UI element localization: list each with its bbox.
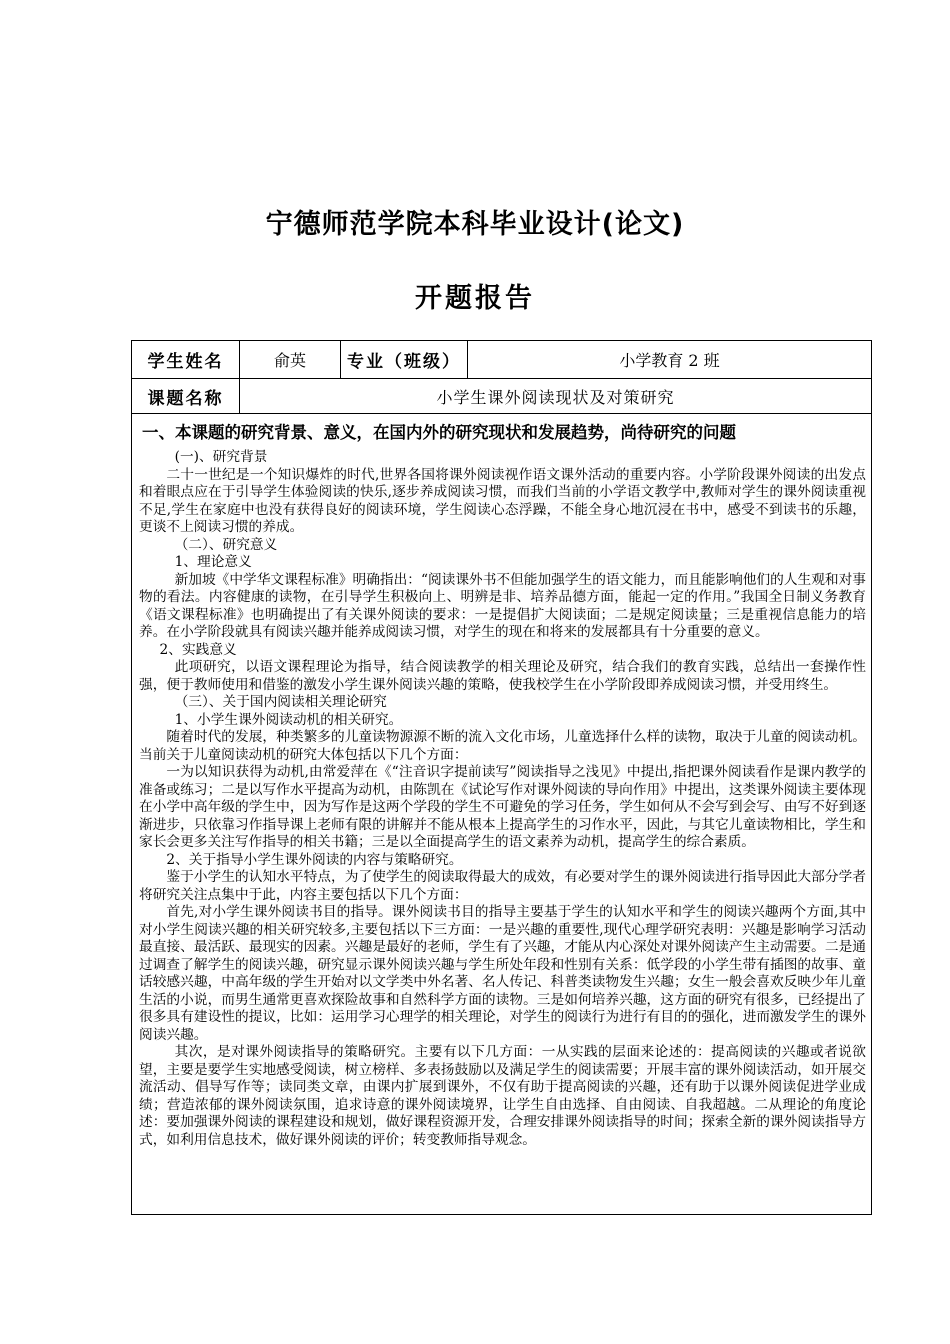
body-paragraph: 新加坡《中学华文课程标准》明确指出：“阅读课外书不但能加强学生的语文能力，而且能影响他们的人生观和对事物的看法。内容健康的读物，在引导学生积极向上、明辨是非、培养品德方面，能起一定的作用。”我国全日制义务教育《语文课程标准》也明确提出了有关课外阅读的要求：一是提倡扩大阅读面；二是规定阅读量；三是重视信息能力的培养。在小学阶段就具有阅读兴趣并能养成阅读习惯，对学生的现在和将来的发展都具有十分重要的意义。	[139, 571, 866, 640]
section-heading: 一、本课题的研究背景、意义，在国内外的研究现状和发展趋势，尚待研究的问题	[142, 423, 736, 442]
body-paragraph: 首先,对小学生课外阅读书目的指导。课外阅读书目的指导主要基于学生的认知水平和学生的阅读兴趣两个方面,其中对小学生阅读兴趣的相关研究较多,主要包括以下三方面：一是兴趣的重要性,现代心理学研究表明：兴趣是影响学习活动最直接、最活跃、最现实的因素。兴趣是最好的老师，学生有了兴趣，才能从内心深处对课外阅读产生主动需要。二是通过调查了解学生的阅读兴趣，研究显示课外阅读兴趣与学生所处年段和性别有关系：低学段的小学生带有插图的故事、童话较感兴趣，中高年级的学生开始对以文学类中外名著、名人传记、科普类读物发生兴趣；女生一般会喜欢反映少年儿童生活的小说，而男生通常更喜欢探险故事和自然科学方面的读物。三是如何培养兴趣，这方面的研究有很多，已经提出了很多具有建设性的提议，比如：运用学习心理学的相关理论，对学生的阅读行为进行有目的的强化，进而激发学生的课外阅读兴趣。	[139, 904, 866, 1043]
section-body	[139, 449, 866, 1149]
body-paragraph: 一为以知识获得为动机,由常爱萍在《“注音识字提前读写”阅读指导之浅见》中提出,指把课外阅读看作是课内教学的准备或练习；二是以写作水平提高为动机，由陈凯在《试论写作对课外阅读的导向作用》中提出，这类课外阅读主要体现在小学中高年级的学生中，因为写作是这两个学段的学生不可避免的学习任务，学生如何从不会写到会写、由写不好到逐渐进步，只依靠习作指导课上老师有限的讲解并不能从根本上提高学生的习作水平，因此，与其它儿童读物相比，学生和家长会更多关注写作指导的相关书籍；三是以全面提高学生的语文素养为动机，提高学生的综合素质。	[139, 764, 866, 850]
subsection-heading: 2、关于指导小学生课外阅读的内容与策略研究。	[166, 851, 463, 868]
major-label: 专业（班级）	[341, 341, 468, 378]
subsection-heading: 2、实践意义	[159, 641, 237, 658]
topic-row	[132, 379, 871, 414]
subsection-heading: (一)、研究背景	[174, 449, 268, 465]
subsection-heading: 1、理论意义	[174, 554, 252, 570]
major-value: 小学教育 2 班	[619, 351, 720, 370]
student-name-value: 俞英	[240, 341, 341, 378]
subsection-heading: （二）、研究意义	[174, 536, 278, 553]
topic-value: 小学生课外阅读现状及对策研究	[436, 387, 675, 407]
document-title: 宁德师范学院本科毕业设计(论文)	[265, 209, 685, 240]
body-paragraph: 二十一世纪是一个知识爆炸的时代,世界各国将课外阅读视作语文课外活动的重要内容。小学阶段课外阅读的出发点和着眼点应在于引导学生体验阅读的快乐,逐步养成阅读习惯，而我们当前的小学语文教学中,教师对学生的课外阅读重视不足,学生在家庭中也没有获得良好的阅读环境，学生阅读心态浮躁，不能全身心地沉浸在书中，感受不到读书的乐趣，更谈不上阅读习惯的养成。	[139, 466, 866, 535]
topic-label: 课题名称	[132, 379, 240, 413]
body-paragraph: 其次，是对课外阅读指导的策略研究。主要有以下几方面：一从实践的层面来论述的：提高阅读的兴趣或者说欲望，主要是要学生实地感受阅读，树立榜样、多表扬鼓励以及满足学生的阅读需要；开展丰富的课外阅读活动，如开展交流活动、倡导写作等；读同类文章，由课内扩展到课外，不仅有助于提高阅读的兴趣，还有助于以课外阅读促进学业成绩；营造浓郁的课外阅读氛围，追求诗意的课外阅读境界，让学生自由选择、自由阅读、自我超越。二从理论的角度论述：要加强课外阅读的课程建设和规划，做好课程资源开发，合理安排课外阅读指导的时间；探索全新的课外阅读指导方式，如利用信息技术，做好课外阅读的评价；转变教师指导观念。	[139, 1044, 866, 1148]
student-name-label: 学生姓名	[132, 341, 240, 378]
body-paragraph: 此项研究，以语文课程理论为指导，结合阅读教学的相关理论及研究，结合我们的教育实践，总结出一套操作性强，便于教师使用和借鉴的激发小学生课外阅读兴趣的策略，使我校学生在小学阶段即养成阅读习惯，并受用终生。	[139, 659, 866, 693]
subsection-heading: （三）、关于国内阅读相关理论研究	[174, 694, 387, 710]
document-subtitle: 开题报告	[415, 283, 535, 314]
proposal-form-table	[131, 340, 872, 1215]
body-paragraph: 鉴于小学生的认知水平特点，为了使学生的阅读取得最大的成效，有必要对学生的课外阅读进行指导因此大部分学者将研究关注点集中于此，内容主要包括以下几个方面：	[139, 869, 866, 903]
subsection-heading: 1、小学生课外阅读动机的相关研究。	[174, 711, 403, 728]
student-info-row	[132, 341, 871, 379]
body-paragraph: 随着时代的发展，种类繁多的儿童读物源源不断的流入文化市场，儿童选择什么样的读物，取决于儿童的阅读动机。当前关于儿童阅读动机的研究大体包括以下几个方面：	[139, 729, 866, 763]
